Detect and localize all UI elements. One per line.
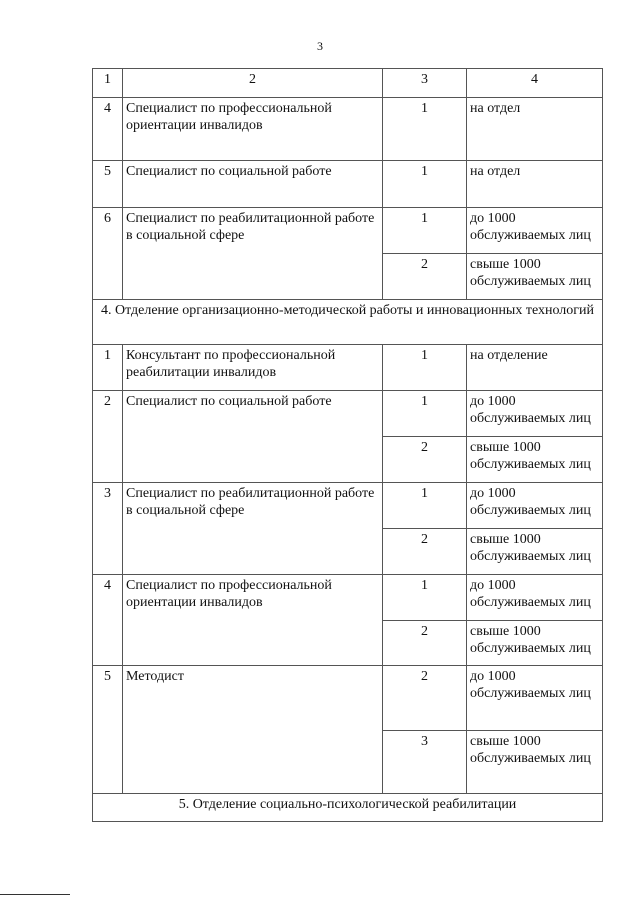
norm-unit: свыше 1000 обслуживаемых лиц xyxy=(467,254,603,300)
quantity: 2 xyxy=(383,666,467,731)
norm-unit: свыше 1000 обслуживаемых лиц xyxy=(467,621,603,666)
norm-unit: на отдел xyxy=(467,98,603,161)
staffing-table xyxy=(92,68,603,822)
quantity: 1 xyxy=(383,575,467,621)
quantity: 2 xyxy=(383,254,467,300)
row-number: 5 xyxy=(93,666,123,794)
row-number: 5 xyxy=(93,161,123,208)
footnote-rule xyxy=(0,894,70,895)
norm-unit: свыше 1000 обслуживаемых лиц xyxy=(467,731,603,794)
norm-unit: до 1000 обслуживаемых лиц xyxy=(467,575,603,621)
section-title: 4. Отделение организационно-методической работы и инновационных технологий xyxy=(93,300,603,345)
row-number: 6 xyxy=(93,208,123,300)
row-number: 4 xyxy=(93,575,123,666)
position-title: Специалист по реабилитационной работе в социальной сфере xyxy=(123,208,383,300)
table-row xyxy=(93,666,603,731)
table-row xyxy=(93,98,603,161)
section-header-row xyxy=(93,794,603,822)
quantity: 1 xyxy=(383,98,467,161)
position-title: Специалист по профессиональной ориентации инвалидов xyxy=(123,575,383,666)
norm-unit: на отдел xyxy=(467,161,603,208)
page-number: 3 xyxy=(317,39,323,53)
position-title: Специалист по профессиональной ориентации инвалидов xyxy=(123,98,383,161)
norm-unit: до 1000 обслуживаемых лиц xyxy=(467,208,603,254)
quantity: 1 xyxy=(383,391,467,437)
row-number: 1 xyxy=(93,345,123,391)
table-header-row xyxy=(93,69,603,98)
position-title: Специалист по реабилитационной работе в социальной сфере xyxy=(123,483,383,575)
quantity: 1 xyxy=(383,161,467,208)
header-cell-1: 1 xyxy=(93,69,123,98)
quantity: 2 xyxy=(383,529,467,575)
quantity: 2 xyxy=(383,621,467,666)
table-row xyxy=(93,575,603,621)
position-title: Консультант по профессиональной реабилитации инвалидов xyxy=(123,345,383,391)
row-number: 4 xyxy=(93,98,123,161)
norm-unit: на отделение xyxy=(467,345,603,391)
header-cell-2: 2 xyxy=(123,69,383,98)
position-title: Методист xyxy=(123,666,383,794)
section-header-row xyxy=(93,300,603,345)
quantity: 1 xyxy=(383,208,467,254)
quantity: 3 xyxy=(383,731,467,794)
position-title: Специалист по социальной работе xyxy=(123,391,383,483)
norm-unit: свыше 1000 обслуживаемых лиц xyxy=(467,437,603,483)
table-row xyxy=(93,483,603,529)
header-cell-3: 3 xyxy=(383,69,467,98)
table-row xyxy=(93,391,603,437)
quantity: 1 xyxy=(383,483,467,529)
quantity: 1 xyxy=(383,345,467,391)
position-title: Специалист по социальной работе xyxy=(123,161,383,208)
norm-unit: до 1000 обслуживаемых лиц xyxy=(467,483,603,529)
table-row xyxy=(93,161,603,208)
norm-unit: до 1000 обслуживаемых лиц xyxy=(467,666,603,731)
quantity: 2 xyxy=(383,437,467,483)
norm-unit: свыше 1000 обслуживаемых лиц xyxy=(467,529,603,575)
row-number: 2 xyxy=(93,391,123,483)
norm-unit: до 1000 обслуживаемых лиц xyxy=(467,391,603,437)
row-number: 3 xyxy=(93,483,123,575)
header-cell-4: 4 xyxy=(467,69,603,98)
table-row xyxy=(93,345,603,391)
section-title: 5. Отделение социально-психологической реабилитации xyxy=(93,794,603,822)
table-row xyxy=(93,208,603,254)
